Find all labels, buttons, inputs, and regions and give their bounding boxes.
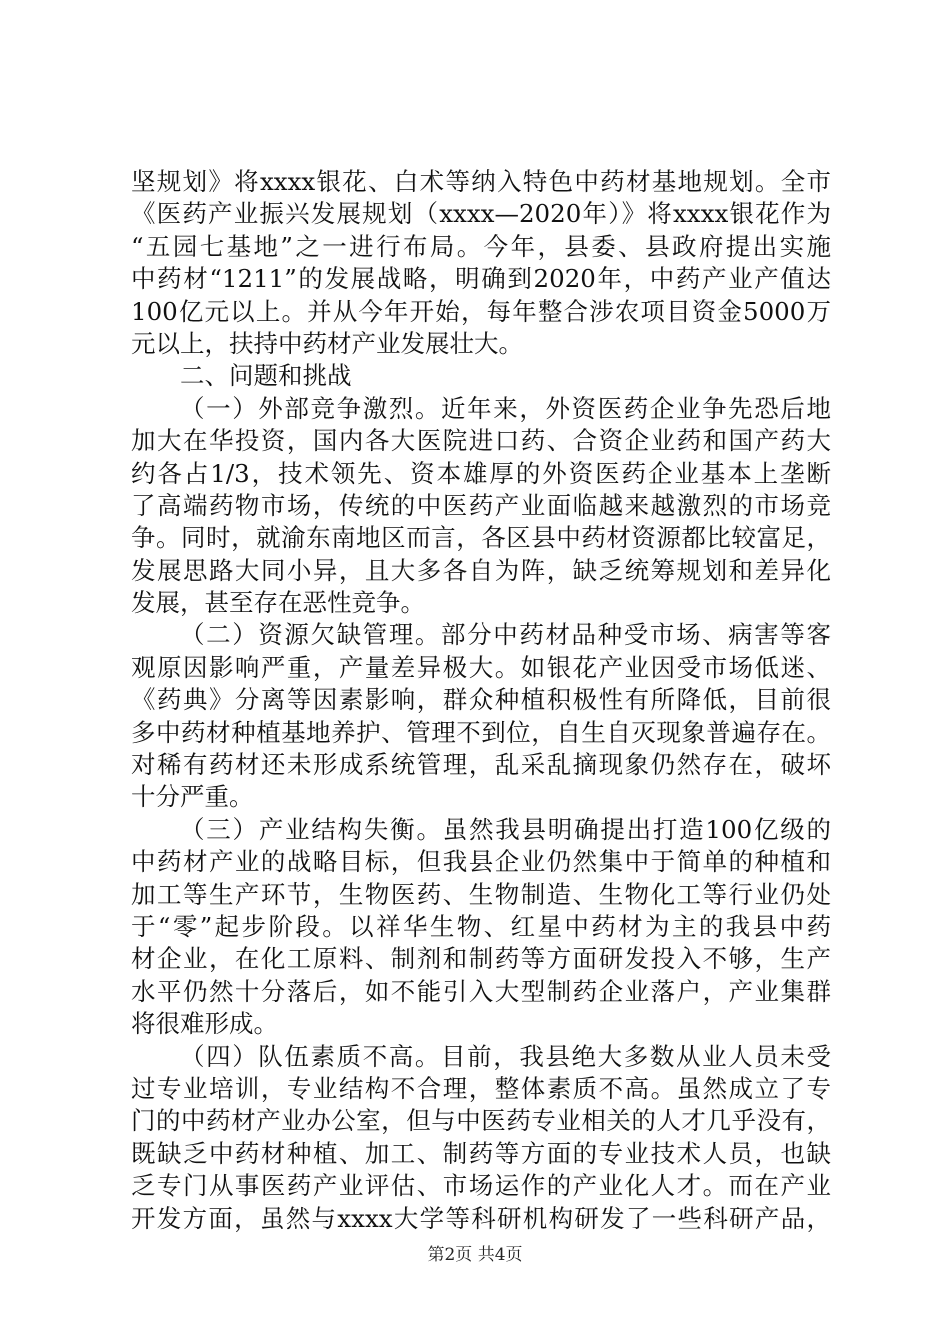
text-line: 多中药材种植基地养护、管理不到位，自生自灭现象普遍存在。 xyxy=(131,717,831,747)
text-line: “五园七基地”之一进行布局。今年，县委、县政府提出实施 xyxy=(131,231,831,261)
text-line: 于“零”起步阶段。以祥华生物、红星中药材为主的我县中药 xyxy=(131,911,831,941)
text-line: 门的中药材产业办公室，但与中医药专业相关的人才几乎没有， xyxy=(131,1106,831,1136)
text-line: 《药典》分离等因素影响，群众种植积极性有所降低，目前很 xyxy=(131,685,831,715)
text-line: 加工等生产环节，生物医药、生物制造、生物化工等行业仍处 xyxy=(131,879,831,909)
text-line: 二、问题和挑战 xyxy=(180,361,352,391)
text-line: 了高端药物市场，传统的中医药产业面临越来越激烈的市场竞 xyxy=(131,490,831,520)
text-line: 中药材“1211”的发展战略，明确到2020年，中药产业产值达 xyxy=(131,264,831,294)
text-line: 观原因影响严重，产量差异极大。如银花产业因受市场低迷、 xyxy=(131,652,831,682)
text-line: 水平仍然十分落后，如不能引入大型制药企业落户，产业集群 xyxy=(131,976,831,1006)
text-line: （四）队伍素质不高。目前，我县绝大多数从业人员未受 xyxy=(180,1041,831,1071)
text-line: 发展思路大同小异，且大多各自为阵，缺乏统筹规划和差异化 xyxy=(131,555,831,585)
text-line: 中药材产业的战略目标，但我县企业仍然集中于简单的种植和 xyxy=(131,847,831,877)
text-line: （一）外部竞争激烈。近年来，外资医药企业争先恐后地 xyxy=(180,393,831,423)
text-line: 争。同时，就渝东南地区而言，各区县中药材资源都比较富足， xyxy=(131,523,831,553)
text-line: （二）资源欠缺管理。部分中药材品种受市场、病害等客 xyxy=(180,620,831,650)
text-line: 将很难形成。 xyxy=(131,1009,278,1039)
text-line: 坚规划》将xxxx银花、白术等纳入特色中药材基地规划。全市 xyxy=(131,167,831,196)
text-line: 乏专门从事医药产业评估、市场运作的产业化人才。而在产业 xyxy=(131,1171,831,1201)
text-line: （三）产业结构失衡。虽然我县明确提出打造100亿级的 xyxy=(180,814,831,844)
page-footer: 第2页 共4页 xyxy=(427,1245,523,1265)
text-line: 十分严重。 xyxy=(131,782,254,812)
text-line: 过专业培训，专业结构不合理，整体素质不高。虽然成立了专 xyxy=(131,1073,831,1103)
text-line: 《医药产业振兴发展规划（xxxx—2020年）》将xxxx银花作为 xyxy=(131,199,831,229)
text-line: 元以上，扶持中药材产业发展壮大。 xyxy=(131,328,523,358)
text-line: 开发方面，虽然与xxxx大学等科研机构研发了一些科研产品， xyxy=(131,1203,831,1233)
text-line: 约各占1/3，技术领先、资本雄厚的外资医药企业基本上垄断 xyxy=(131,458,831,488)
text-line: 既缺乏中药材种植、加工、制药等方面的专业技术人员，也缺 xyxy=(131,1138,831,1168)
text-line: 材企业，在化工原料、制剂和制药等方面研发投入不够，生产 xyxy=(131,944,831,974)
text-line: 发展，甚至存在恶性竞争。 xyxy=(131,588,425,618)
text-line: 100亿元以上。并从今年开始，每年整合涉农项目资金5000万 xyxy=(131,296,831,326)
document-body xyxy=(131,166,831,1235)
text-line: 加大在华投资，国内各大医院进口药、合资企业药和国产药大 xyxy=(131,426,831,456)
text-line: 对稀有药材还未形成系统管理，乱采乱摘现象仍然存在，破坏 xyxy=(131,750,831,780)
